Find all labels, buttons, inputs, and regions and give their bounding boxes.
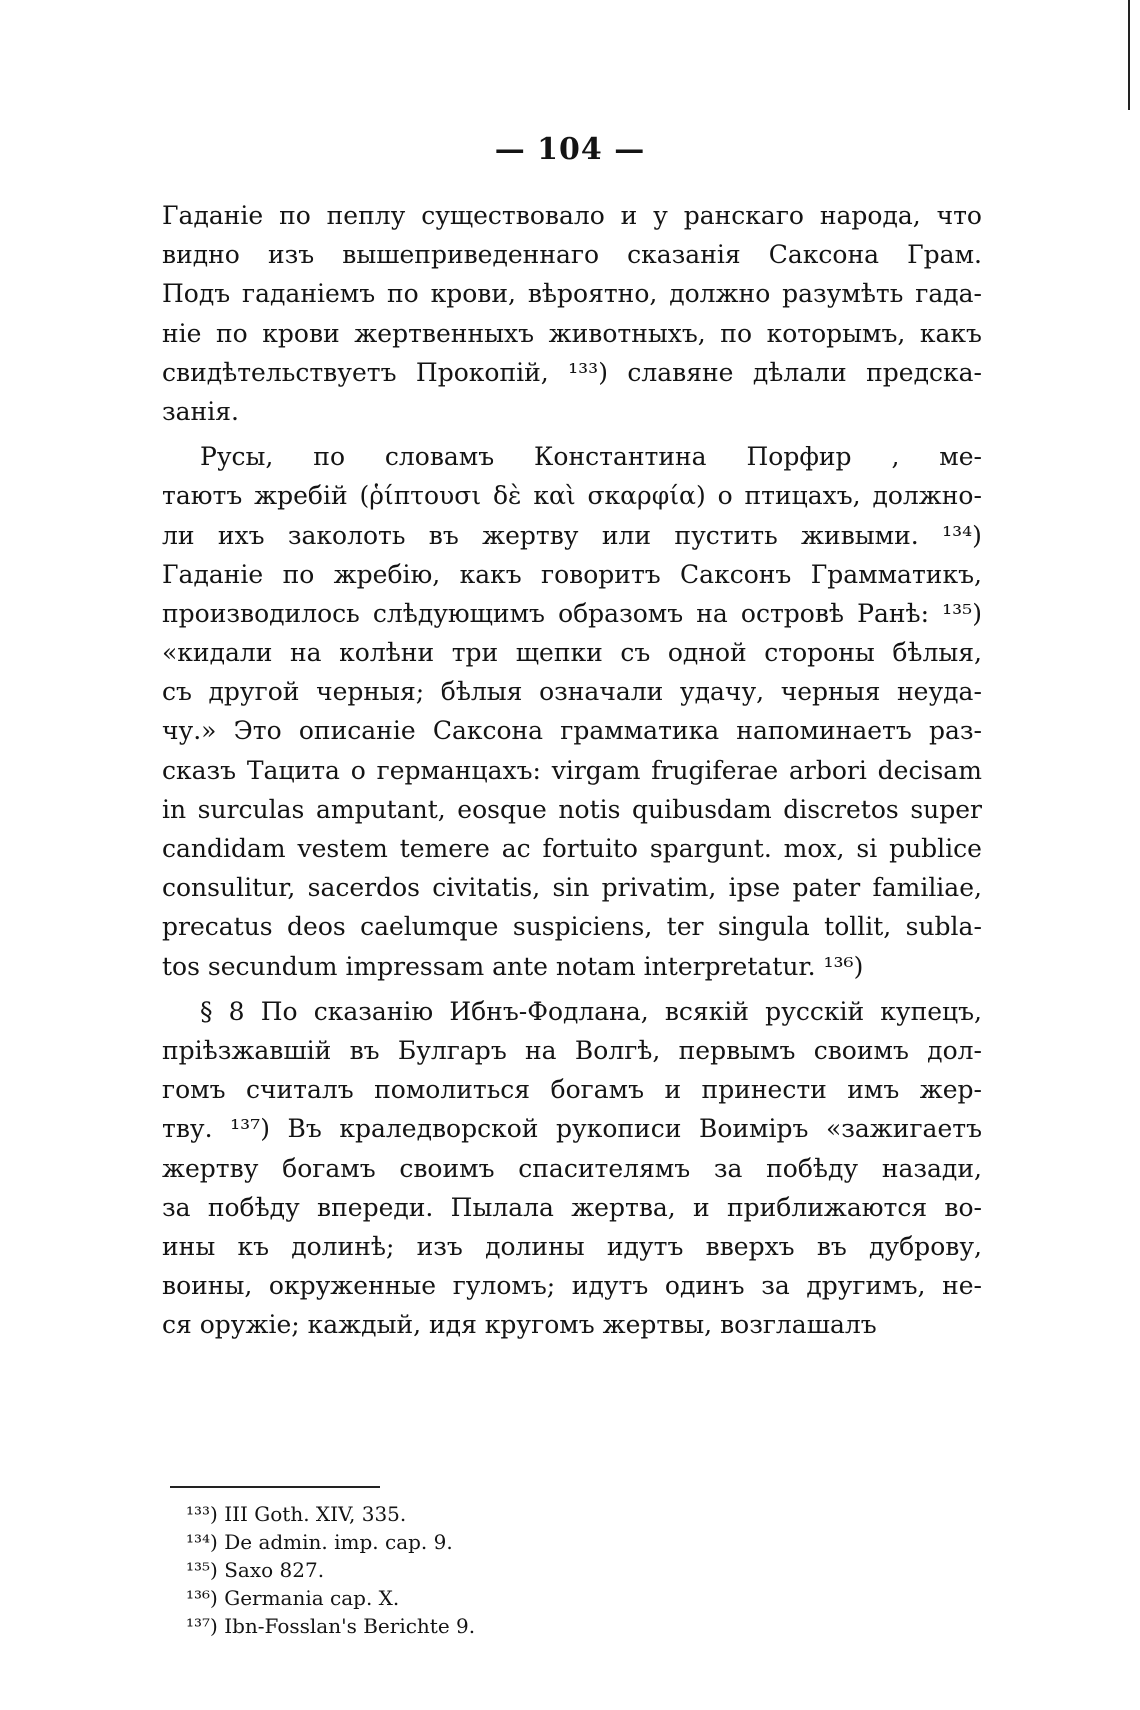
- text-line: [162, 1227, 982, 1266]
- word: Подъ: [162, 279, 231, 309]
- text-line: занія.: [162, 396, 239, 426]
- word: въ: [816, 1231, 847, 1261]
- text-line: [162, 790, 982, 829]
- word: гаданіемъ: [242, 279, 376, 309]
- word: suspiciens,: [512, 912, 653, 942]
- word: за: [713, 1153, 743, 1183]
- word: краледворской: [339, 1114, 539, 1144]
- word: приближаются: [726, 1192, 928, 1222]
- word: deos: [287, 912, 346, 942]
- text-line: [162, 829, 982, 868]
- word: по: [720, 318, 752, 348]
- word: удачу,: [679, 677, 765, 707]
- main-text: [162, 196, 982, 1344]
- word: свидѣтельствуетъ: [162, 357, 397, 387]
- footnote-item: ¹³⁶) Germania cap. X.: [186, 1586, 400, 1610]
- footnote-item: ¹³⁴) De admin. imp. cap. 9.: [186, 1530, 453, 1554]
- word: крови,: [430, 279, 516, 309]
- text-line: [162, 1266, 982, 1305]
- word: существовало: [421, 201, 605, 230]
- text-line: [162, 1031, 982, 1070]
- text-line: [162, 274, 982, 313]
- word: Гаданіе: [162, 559, 264, 589]
- word: пустить: [674, 520, 778, 550]
- word: civitatis,: [432, 873, 541, 903]
- footnote-item: ¹³⁵) Saxo 827.: [186, 1558, 325, 1582]
- page-number: — 104 —: [494, 132, 646, 167]
- text-line: [162, 1070, 982, 1109]
- word: жертва,: [571, 1192, 676, 1222]
- word: рукописи: [556, 1114, 682, 1144]
- word: surculas: [197, 794, 305, 824]
- word: жертву: [162, 1153, 259, 1183]
- word: на: [290, 638, 322, 668]
- word: Грам.: [907, 240, 982, 270]
- word: имъ: [847, 1075, 900, 1105]
- word: Булгаръ: [397, 1035, 507, 1065]
- word: своимъ: [399, 1153, 495, 1183]
- word: въ: [349, 1035, 380, 1065]
- word: 8: [228, 996, 245, 1026]
- word: богамъ: [282, 1153, 376, 1183]
- word: Гаданіе: [162, 201, 264, 230]
- word: говоритъ: [541, 559, 661, 589]
- word: гуломъ;: [452, 1271, 556, 1301]
- word: По: [260, 996, 298, 1026]
- text-line: [162, 992, 982, 1031]
- text-line: ся оружіе; каждый, идя кругомъ жертвы, возглашалъ: [162, 1310, 877, 1340]
- word: напоминаетъ: [736, 716, 912, 746]
- word: жертву: [482, 520, 579, 550]
- word: ¹³⁷): [230, 1114, 270, 1144]
- word: бѣлыя,: [892, 638, 982, 668]
- text-line: [162, 1109, 982, 1148]
- word: Русы,: [200, 442, 274, 472]
- word: другимъ,: [806, 1271, 926, 1301]
- word: mox,: [783, 834, 845, 863]
- word: §: [200, 996, 213, 1026]
- text-line: [162, 235, 982, 274]
- word: народа,: [819, 201, 921, 230]
- word: долины: [485, 1231, 585, 1261]
- word: sacerdos: [307, 873, 421, 903]
- word: Порфир: [746, 442, 852, 472]
- word: δὲ: [492, 481, 522, 511]
- word: купецъ,: [880, 996, 982, 1026]
- word: идутъ: [606, 1231, 684, 1261]
- footnotes: [186, 1500, 786, 1640]
- word: въ: [428, 520, 459, 550]
- word: сказанія: [627, 240, 741, 270]
- word: всякій: [664, 996, 749, 1026]
- word: Это: [233, 716, 282, 746]
- word: птицахъ,: [744, 481, 861, 511]
- word: ніе: [162, 318, 202, 348]
- word: живыми.: [801, 520, 919, 550]
- word: о: [350, 755, 366, 785]
- word: ,: [891, 442, 900, 472]
- text-line: [162, 437, 982, 476]
- word: σκαρφία): [587, 481, 706, 511]
- word: предска-: [866, 357, 982, 387]
- word: arbori: [789, 755, 867, 785]
- word: воины,: [162, 1271, 253, 1301]
- word: одной: [667, 638, 747, 668]
- word: (ῥίπτουσι: [359, 481, 482, 511]
- word: «кидали: [162, 638, 273, 668]
- word: spargunt.: [649, 834, 772, 863]
- word: Ибнъ-Фодлана,: [449, 996, 649, 1026]
- word: publice: [889, 834, 982, 863]
- word: первымъ: [678, 1035, 796, 1065]
- text-line: [162, 594, 982, 633]
- word: notis: [558, 794, 621, 824]
- word: sin: [552, 873, 590, 903]
- text-line: [162, 353, 982, 392]
- text-line: [162, 1188, 982, 1227]
- word: жертвенныхъ: [354, 318, 535, 348]
- word: candidam: [162, 834, 286, 863]
- word: Воиміръ: [698, 1114, 809, 1144]
- word: ины: [162, 1231, 216, 1261]
- word: и: [664, 1075, 682, 1105]
- word: островѣ: [740, 598, 845, 628]
- word: изъ: [267, 240, 315, 270]
- word: за: [761, 1271, 790, 1301]
- word: бѣлыя: [440, 677, 523, 707]
- word: должно: [669, 279, 771, 309]
- word: изъ: [416, 1231, 463, 1261]
- word: по: [387, 279, 419, 309]
- word: Въ: [287, 1114, 322, 1144]
- word: три: [451, 638, 499, 668]
- word: стороны: [764, 638, 875, 668]
- word: одинъ: [664, 1271, 745, 1301]
- word: за: [162, 1192, 191, 1222]
- word: таютъ: [162, 481, 243, 511]
- word: и: [620, 201, 638, 230]
- word: впереди.: [317, 1192, 434, 1222]
- word: описаніе: [298, 716, 416, 746]
- footnote-item: ¹³³) III Goth. XIV, 335.: [186, 1502, 407, 1526]
- word: какъ: [459, 559, 522, 589]
- word: означали: [539, 677, 664, 707]
- word: вѣроятно,: [527, 279, 658, 309]
- word: назади,: [881, 1153, 982, 1183]
- word: ter: [666, 912, 704, 942]
- word: discretos: [783, 794, 899, 824]
- word: къ: [237, 1231, 269, 1261]
- word: pater: [792, 873, 861, 903]
- text-line: [162, 751, 982, 790]
- word: черныя;: [316, 677, 425, 707]
- word: вверхъ: [705, 1231, 795, 1261]
- word: по: [313, 442, 345, 472]
- word: virgam: [551, 755, 641, 785]
- word: Саксона: [432, 716, 544, 746]
- word: tollit,: [824, 912, 892, 942]
- text-line: [162, 711, 982, 750]
- word: Константина: [534, 442, 707, 472]
- word: vestem: [297, 834, 388, 863]
- word: жер-: [919, 1075, 982, 1105]
- word: на: [696, 598, 728, 628]
- word: побѣду: [207, 1192, 300, 1222]
- word: Грамматикъ,: [810, 559, 982, 589]
- word: которымъ,: [766, 318, 906, 348]
- word: съ: [620, 638, 651, 668]
- word: Саксона: [768, 240, 880, 270]
- footnote-item: ¹³⁷) Ibn-Fosslan's Berichte 9.: [186, 1614, 476, 1638]
- word: fortuito: [542, 834, 638, 863]
- word: caelumque: [360, 912, 499, 942]
- word: decisam: [877, 755, 982, 785]
- word: пеплу: [326, 201, 406, 230]
- word: ме-: [939, 442, 982, 472]
- text-line: [162, 476, 982, 515]
- word: колѣни: [339, 638, 435, 668]
- word: съ: [162, 677, 192, 707]
- word: должно-: [872, 481, 982, 511]
- text-line: [162, 196, 982, 235]
- word: крови: [262, 318, 340, 348]
- word: καὶ: [533, 481, 576, 511]
- word: богамъ: [550, 1075, 644, 1105]
- word: на: [525, 1035, 557, 1065]
- word: считалъ: [245, 1075, 354, 1105]
- word: Прокопій,: [415, 357, 549, 387]
- word: слѣдующимъ: [372, 598, 545, 628]
- word: ¹³⁵): [942, 598, 982, 628]
- word: privatim,: [601, 873, 717, 903]
- word: «зажигаетъ: [825, 1114, 982, 1144]
- word: чу.»: [162, 716, 217, 746]
- text-line: [162, 555, 982, 594]
- word: какъ: [919, 318, 982, 348]
- word: precatus: [162, 912, 273, 942]
- word: щепки: [515, 638, 603, 668]
- footnote-divider: [170, 1486, 380, 1488]
- word: окруженные: [268, 1271, 437, 1301]
- word: ранскаго: [683, 201, 804, 230]
- text-line: [162, 1149, 982, 1188]
- word: своимъ: [813, 1035, 909, 1065]
- word: frugiferae: [651, 755, 779, 785]
- word: грамматика: [560, 716, 720, 746]
- word: славяне: [627, 357, 734, 387]
- word: образомъ: [558, 598, 684, 628]
- word: гомъ: [162, 1075, 226, 1105]
- text-line: [162, 314, 982, 353]
- word: singula: [717, 912, 810, 942]
- word: не-: [942, 1271, 982, 1301]
- word: русскій: [765, 996, 865, 1026]
- word: у: [653, 201, 668, 230]
- word: производилось: [162, 598, 360, 628]
- word: принести: [701, 1075, 827, 1105]
- word: словамъ: [384, 442, 495, 472]
- word: животныхъ,: [548, 318, 706, 348]
- word: дуброву,: [869, 1231, 982, 1261]
- text-line: [162, 516, 982, 555]
- word: пріѣзжавшій: [162, 1035, 332, 1065]
- word: черныя: [780, 677, 881, 707]
- word: побѣду: [766, 1153, 859, 1183]
- word: ¹³⁴): [942, 520, 982, 550]
- word: разумѣть: [782, 279, 904, 309]
- word: сказъ: [162, 755, 237, 785]
- word: сказанію: [313, 996, 434, 1026]
- text-line: [162, 907, 982, 946]
- word: гада-: [915, 279, 982, 309]
- word: и: [693, 1192, 710, 1222]
- word: по: [282, 559, 315, 589]
- word: или: [601, 520, 652, 550]
- word: Ранѣ:: [857, 598, 930, 628]
- word: вышеприведеннаго: [342, 240, 600, 270]
- word: другой: [208, 677, 300, 707]
- word: familiae,: [872, 873, 982, 903]
- word: si: [856, 834, 878, 863]
- word: super: [910, 794, 982, 824]
- word: Волгѣ,: [574, 1035, 661, 1065]
- word: спасителямъ: [518, 1153, 691, 1183]
- word: неуда-: [897, 677, 982, 707]
- text-line: [162, 633, 982, 672]
- word: ли: [162, 520, 195, 550]
- word: quibusdam: [632, 794, 772, 824]
- word: что: [936, 201, 982, 230]
- word: subla-: [905, 912, 982, 942]
- word: ipse: [728, 873, 781, 903]
- word: видно: [162, 240, 240, 270]
- word: по: [279, 201, 311, 230]
- word: Саксонъ: [680, 559, 792, 589]
- text-line: tos secundum impressam ante notam interpretatur. ¹³⁶): [162, 951, 864, 981]
- word: о: [717, 481, 733, 511]
- word: жребій: [254, 481, 348, 511]
- word: германцахъ:: [376, 755, 541, 785]
- word: Тацита: [246, 755, 340, 785]
- word: заколоть: [287, 520, 406, 550]
- word: раз-: [928, 716, 982, 746]
- word: долинѣ;: [291, 1231, 395, 1261]
- word: ихъ: [217, 520, 265, 550]
- word: помолиться: [374, 1075, 531, 1105]
- word: тву.: [162, 1114, 213, 1144]
- word: во-: [944, 1192, 982, 1222]
- word: дол-: [927, 1035, 982, 1065]
- word: amputant,: [315, 794, 446, 824]
- text-line: [162, 672, 982, 711]
- page-edge-mark: [1128, 0, 1130, 110]
- word: дѣлали: [752, 357, 847, 387]
- word: Пылала: [450, 1192, 554, 1222]
- word: по: [216, 318, 248, 348]
- word: ac: [501, 834, 531, 863]
- word: eosque: [457, 794, 547, 824]
- text-line: [162, 868, 982, 907]
- word: ¹³³): [568, 357, 608, 387]
- word: temere: [399, 834, 490, 863]
- word: consulitur,: [162, 873, 296, 903]
- word: жребію,: [333, 559, 441, 589]
- word: идутъ: [571, 1271, 649, 1301]
- word: in: [162, 794, 187, 824]
